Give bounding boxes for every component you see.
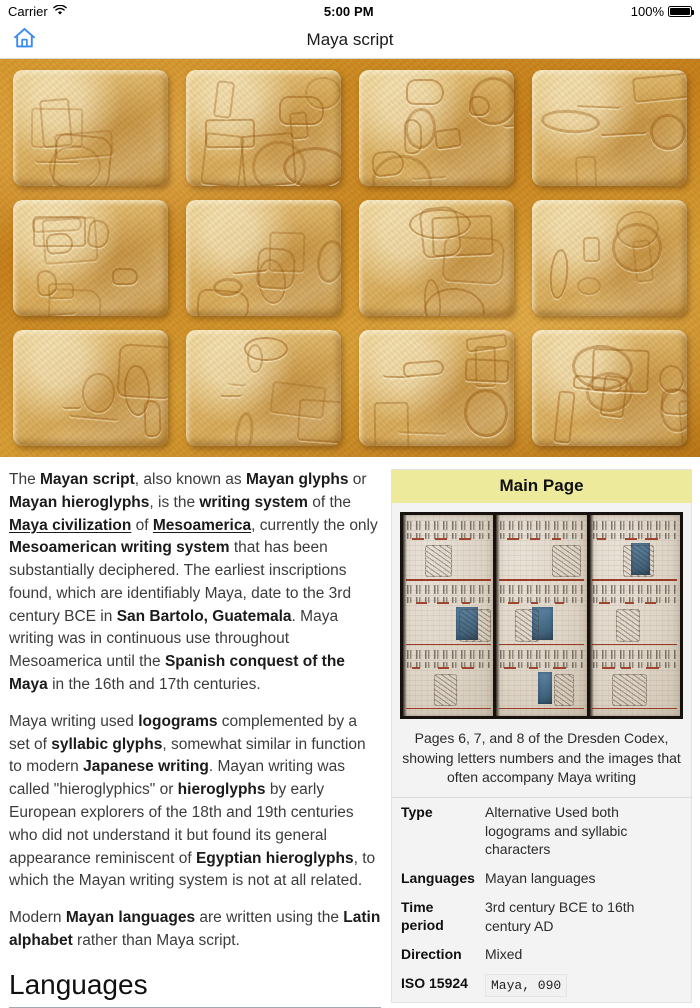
- status-bar-time: 5:00 PM: [323, 3, 374, 19]
- article-bold-term: San Bartolo, Guatemala: [116, 607, 292, 625]
- article-text: , also known as: [134, 471, 246, 488]
- codex-glyph-row: [593, 521, 676, 530]
- codex-divider-rule: [592, 708, 677, 710]
- article-text: of: [131, 516, 153, 534]
- codex-page: [403, 515, 493, 716]
- battery-fill: [670, 8, 690, 15]
- codex-red-bar: [508, 602, 519, 604]
- infobox-row: [392, 893, 691, 941]
- article-text: Modern: [9, 909, 66, 927]
- article-bold-term: hieroglyphs: [177, 781, 266, 799]
- infobox-row-label: Time period: [401, 898, 444, 934]
- infobox-row-value: Alternative Used both logograms and syllabic characters: [485, 803, 628, 858]
- article-text: by early European explorers of the 18th and 19th centuries who did not understand it but found its general appearance reminiscent of: [9, 781, 354, 867]
- codex-divider-rule: [406, 644, 491, 646]
- infobox-caption: Pages 6, 7, and 8 of the Dresden Codex, showing letters numbers and the images that often accompany Maya writing: [402, 730, 681, 786]
- article-text: that has been substantially deciphered. The earliest inscriptions found, which are identifiably Maya, date to the 3rd century BCE in: [9, 539, 352, 625]
- infobox-row-label: ISO 15924: [401, 975, 468, 992]
- infobox-row: [392, 969, 691, 1002]
- article-paragraph: [9, 907, 381, 953]
- article-text: in the 16th and 17th centuries.: [47, 676, 261, 694]
- codex-figure: [459, 609, 491, 641]
- status-bar-left: [8, 4, 67, 19]
- infobox-image-wrapper: [392, 503, 691, 729]
- article-text: , somewhat similar in function to modern: [9, 735, 366, 776]
- codex-glyph-row: [593, 585, 676, 594]
- codex-red-bar: [462, 667, 473, 669]
- codex-page-edge: [403, 515, 407, 716]
- codex-red-bar: [507, 538, 519, 540]
- article-bold-term: Latin alphabet: [9, 909, 381, 949]
- article-bold-term: Mayan script: [40, 471, 135, 488]
- hero-texture-overlay: [0, 59, 700, 457]
- article-text: complemented by a set of: [9, 712, 358, 753]
- codex-divider-rule: [406, 579, 491, 581]
- codex-red-bar: [416, 602, 428, 604]
- codex-red-bar: [597, 538, 606, 540]
- codex-divider-rule: [499, 579, 584, 581]
- codex-red-bar: [529, 667, 538, 669]
- codex-divider-rule: [592, 644, 677, 646]
- article-bold-term: Mesoamerican writing system: [9, 539, 230, 557]
- codex-red-bar: [602, 667, 615, 669]
- article-text: , is the: [149, 493, 200, 511]
- codex-red-bar: [437, 602, 450, 604]
- article-bold-term: Mayan languages: [65, 909, 196, 927]
- article-bold-term: Egyptian hieroglyphs: [195, 849, 354, 867]
- article-text: are written using the: [195, 909, 344, 927]
- infobox-row-label: Direction: [401, 946, 462, 963]
- codex-divider-rule: [592, 579, 677, 581]
- infobox-row-value: [485, 969, 691, 1002]
- article-body: [9, 469, 381, 953]
- codex-figure: [515, 609, 539, 641]
- article-text: rather than Maya script.: [72, 931, 240, 949]
- infobox-row: [392, 940, 691, 969]
- codex-glyph-row: [407, 585, 490, 594]
- infobox-row-value: 3rd century BCE to 16th century AD: [485, 898, 635, 934]
- page-title: Maya script: [306, 30, 394, 49]
- status-bar: [0, 0, 700, 22]
- codex-red-bar: [459, 538, 471, 540]
- codex-page: [496, 515, 586, 716]
- article-link[interactable]: Maya civilization: [9, 516, 132, 534]
- codex-red-bar: [646, 667, 659, 669]
- article-link[interactable]: Mesoamerica: [152, 516, 252, 534]
- infobox-code-value: Maya, 090: [485, 974, 567, 997]
- article-text: of the: [307, 493, 351, 511]
- codex-glyph-row: [407, 650, 490, 659]
- article-text: , currently the only: [251, 516, 378, 534]
- codex-glyph-row: [500, 650, 583, 659]
- codex-glyph-row: [500, 585, 583, 594]
- home-button[interactable]: [0, 26, 48, 55]
- codex-figure: [554, 674, 574, 706]
- codex-figure: [425, 545, 452, 577]
- hero-image: [0, 59, 700, 457]
- codex-glyph-row: [407, 521, 490, 530]
- article-bold-term: writing system: [199, 493, 308, 511]
- codex-page-edge: [590, 515, 594, 716]
- carrier-label: Carrier: [8, 3, 48, 19]
- codex-figure: [623, 545, 654, 577]
- codex-pages: [400, 512, 683, 719]
- article-paragraph: [9, 469, 381, 697]
- codex-red-bar: [435, 538, 447, 540]
- section-heading-languages: Languages: [9, 969, 381, 1008]
- infobox-row-value: Mixed: [485, 946, 523, 963]
- content-area: [0, 457, 700, 1008]
- codex-red-bar: [412, 667, 420, 669]
- article-bold-term: logograms: [138, 712, 218, 730]
- codex-red-bar: [530, 538, 540, 540]
- article-bold-term: Mayan hieroglyphs: [9, 493, 150, 511]
- article-column: [9, 469, 381, 1008]
- codex-page-edge: [496, 515, 500, 716]
- codex-glyph-row: [500, 521, 583, 530]
- article-text: The: [9, 471, 41, 488]
- codex-red-bar: [645, 602, 656, 604]
- infobox: [391, 469, 692, 1003]
- article-bold-term: Mayan glyphs: [245, 471, 349, 488]
- infobox-table: [392, 797, 691, 1003]
- article-bold-term: syllabic glyphs: [51, 735, 163, 753]
- codex-blue-panel: [538, 672, 553, 704]
- home-icon: [12, 26, 37, 55]
- codex-red-bar: [645, 538, 659, 540]
- codex-figure: [552, 545, 581, 577]
- infobox-row-label: Languages: [401, 870, 475, 887]
- navigation-bar: [0, 22, 700, 59]
- codex-red-bar: [621, 667, 630, 669]
- infobox-row-value: Mayan languages: [485, 870, 596, 887]
- infobox-row: [392, 797, 691, 864]
- infobox-title: Main Page: [392, 470, 691, 503]
- article-text: or: [348, 471, 367, 488]
- wifi-icon: [53, 4, 67, 19]
- article-text: . Mayan writing was called "hieroglyphics" or: [9, 758, 345, 799]
- article-bold-term: Japanese writing: [83, 758, 209, 776]
- codex-red-bar: [462, 602, 469, 604]
- article-text: , to which the Mayan writing system is not at all related.: [9, 849, 376, 890]
- codex-red-bar: [552, 538, 561, 540]
- status-bar-right: [631, 4, 692, 19]
- codex-page: [590, 515, 680, 716]
- codex-red-bar: [438, 667, 449, 669]
- codex-red-bar: [504, 667, 516, 669]
- codex-red-bar: [599, 602, 611, 604]
- battery-full-icon: [668, 6, 692, 17]
- article-bold-term: Spanish conquest of the Maya: [9, 653, 345, 694]
- codex-figure: [434, 674, 458, 706]
- codex-red-bar: [412, 538, 424, 540]
- article-text: Maya writing used: [9, 712, 139, 730]
- codex-divider-rule: [499, 644, 584, 646]
- battery-percent-label: 100%: [630, 3, 664, 19]
- article-paragraph: [9, 711, 381, 893]
- codex-red-bar: [625, 538, 636, 540]
- codex-figure: [616, 609, 640, 641]
- codex-figure: [612, 674, 646, 706]
- codex-red-bar: [531, 602, 538, 604]
- article-text: . Maya writing was in continuous use throughout Mesoamerica until the: [9, 607, 339, 671]
- infobox-row-label: Type: [401, 803, 433, 820]
- codex-divider-rule: [406, 708, 491, 710]
- dresden-codex-pages-image[interactable]: [400, 512, 683, 719]
- infobox-row: [392, 864, 691, 893]
- codex-red-bar: [555, 602, 564, 604]
- codex-divider-rule: [499, 708, 584, 710]
- codex-red-bar: [553, 667, 566, 669]
- infobox-column: [381, 469, 692, 1003]
- codex-glyph-row: [593, 650, 676, 659]
- codex-red-bar: [625, 602, 635, 604]
